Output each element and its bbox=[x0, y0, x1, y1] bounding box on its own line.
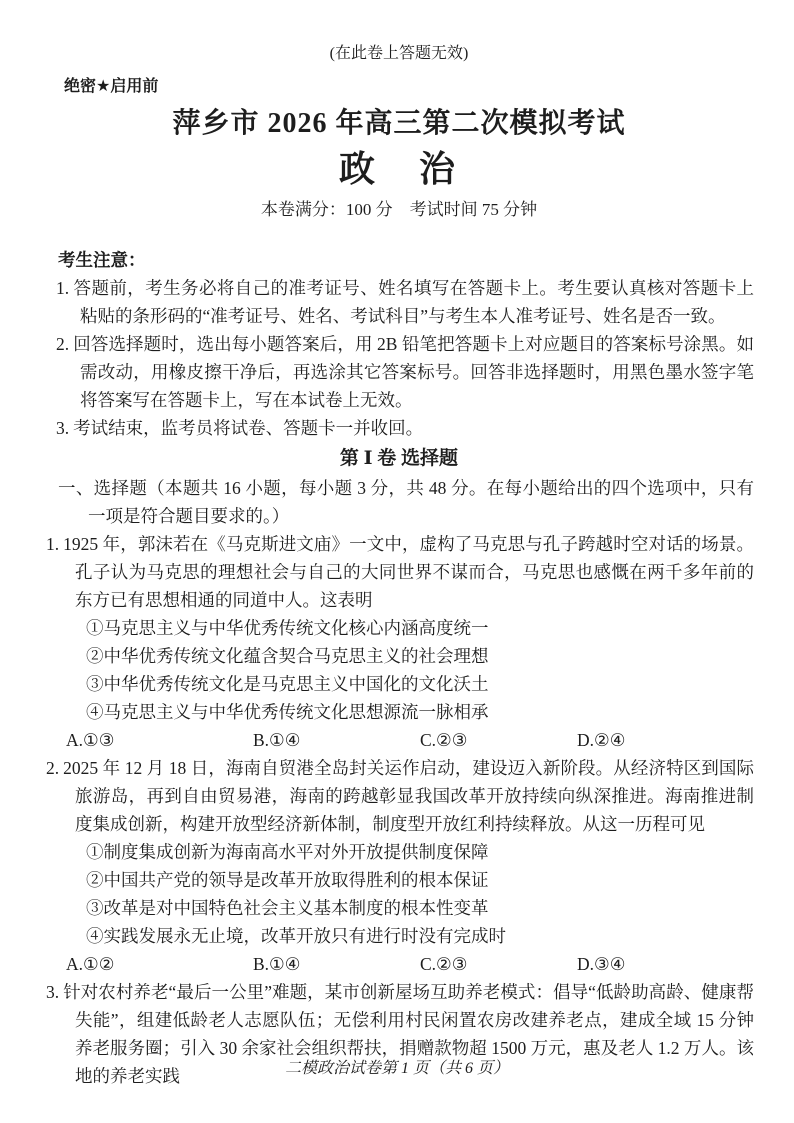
question-number: 3. bbox=[46, 982, 60, 1002]
question-stem-text: 针对农村养老“最后一公里”难题，某市创新屋场互助养老模式：倡导“低龄助高龄、健康帮失能”，组建低龄老人志愿队伍；无偿利用村民闲置农房改建养老点，建成全域 15 分钟养老服务圈；引入 30 余家社会组织帮扶，捐赠款物超 1500 万元，惠及老人 1.2 万人。该地的养老实践 bbox=[63, 982, 754, 1086]
options-row bbox=[66, 950, 754, 978]
question-stem-text: 1925 年，郭沫若在《马克斯进文庙》一文中，虚构了马克思与孔子跨越时空对话的场景。孔子认为马克思的理想社会与自己的大同世界不谋而合，马克思也感慨在两千多年前的东方已有思想相通的同道中人。这表明 bbox=[63, 534, 754, 610]
candidate-notice-list bbox=[44, 274, 754, 442]
page-footer: 二模政治试卷第 1 页（共 6 页） bbox=[284, 1060, 509, 1077]
option-a: A.①③ bbox=[66, 730, 115, 750]
choice-line-4: ④马克思主义与中华优秀传统文化思想源流一脉相承 bbox=[86, 702, 489, 722]
choice-line-3: ③改革是对中国特色社会主义基本制度的根本性变革 bbox=[86, 898, 489, 918]
section-1-intro: 一、选择题（本题共 16 小题，每小题 3 分，共 48 分。在每小题给出的四个选项中，只有一项是符合题目要求的。） bbox=[58, 478, 754, 526]
notice-item-2 bbox=[56, 330, 754, 414]
choice-line-2: ②中国共产党的领导是改革开放取得胜利的根本保证 bbox=[86, 870, 489, 890]
question-stem-text: 2025 年 12 月 18 日，海南自贸港全岛封关运作启动，建设迈入新阶段。从经济特区到国际旅游岛，再到自由贸易港，海南的跨越彰显我国改革开放持续向纵深推进。海南推进制度集成创新，构建开放型经济新体制，制度型开放红利持续释放。从这一历程可见 bbox=[63, 758, 754, 834]
question-1 bbox=[44, 530, 754, 754]
notice-item-number: 2. bbox=[56, 334, 70, 354]
options-row bbox=[66, 726, 754, 754]
question-stem bbox=[46, 754, 754, 838]
notice-item-1 bbox=[56, 274, 754, 330]
section-1-heading: 第 Ⅰ 卷 选择题 bbox=[339, 448, 459, 469]
option-a: A.①② bbox=[66, 954, 115, 974]
notice-item-3 bbox=[56, 414, 754, 442]
option-b: B.①④ bbox=[253, 730, 301, 750]
candidate-notice-heading: 考生注意： bbox=[58, 250, 146, 270]
choice-line-2: ②中华优秀传统文化蕴含契合马克思主义的社会理想 bbox=[86, 646, 489, 666]
option-c: C.②③ bbox=[420, 954, 468, 974]
choice-line-1: ①马克思主义与中华优秀传统文化核心内涵高度统一 bbox=[86, 618, 489, 638]
notice-item-text: 答题前，考生务必将自己的准考证号、姓名填写在答题卡上。考生要认真核对答题卡上粘贴的条形码的“准考证号、姓名、考试科目”与考生本人准考证号、姓名是否一致。 bbox=[73, 278, 754, 326]
notice-item-text: 回答选择题时，选出每小题答案后，用 2B 铅笔把答题卡上对应题目的答案标号涂黑。如需改动，用橡皮擦干净后，再选涂其它答案标号。回答非选择题时，用黑色墨水签字笔将答案写在答题卡上，写在本试卷上无效。 bbox=[73, 334, 754, 410]
option-c: C.②③ bbox=[420, 730, 468, 750]
option-d: D.②④ bbox=[577, 730, 626, 750]
choice-line-4: ④实践发展永无止境，改革开放只有进行时没有完成时 bbox=[86, 926, 506, 946]
secrecy-label: 绝密★启用前 bbox=[64, 78, 159, 95]
subject-title: 政 治 bbox=[338, 149, 459, 189]
option-d: D.③④ bbox=[577, 954, 626, 974]
choice-line-3: ③中华优秀传统文化是马克思主义中国化的文化沃土 bbox=[86, 674, 489, 694]
notice-item-number: 3. bbox=[56, 418, 70, 438]
question-number: 2. bbox=[46, 758, 60, 778]
option-b: B.①④ bbox=[253, 954, 301, 974]
exam-title: 萍乡市 2026 年高三第二次模拟考试 bbox=[172, 108, 626, 139]
question-2 bbox=[44, 754, 754, 978]
question-stem bbox=[46, 530, 754, 614]
answer-invalid-notice: (在此卷上答题无效) bbox=[329, 45, 469, 62]
score-duration-line: 本卷满分：100 分 考试时间 75 分钟 bbox=[260, 200, 538, 219]
choice-line-1: ①制度集成创新为海南高水平对外开放提供制度保障 bbox=[86, 842, 489, 862]
notice-item-number: 1. bbox=[56, 278, 70, 298]
question-number: 1. bbox=[46, 534, 60, 554]
notice-item-text: 考试结束，监考员将试卷、答题卡一并收回。 bbox=[73, 418, 424, 438]
